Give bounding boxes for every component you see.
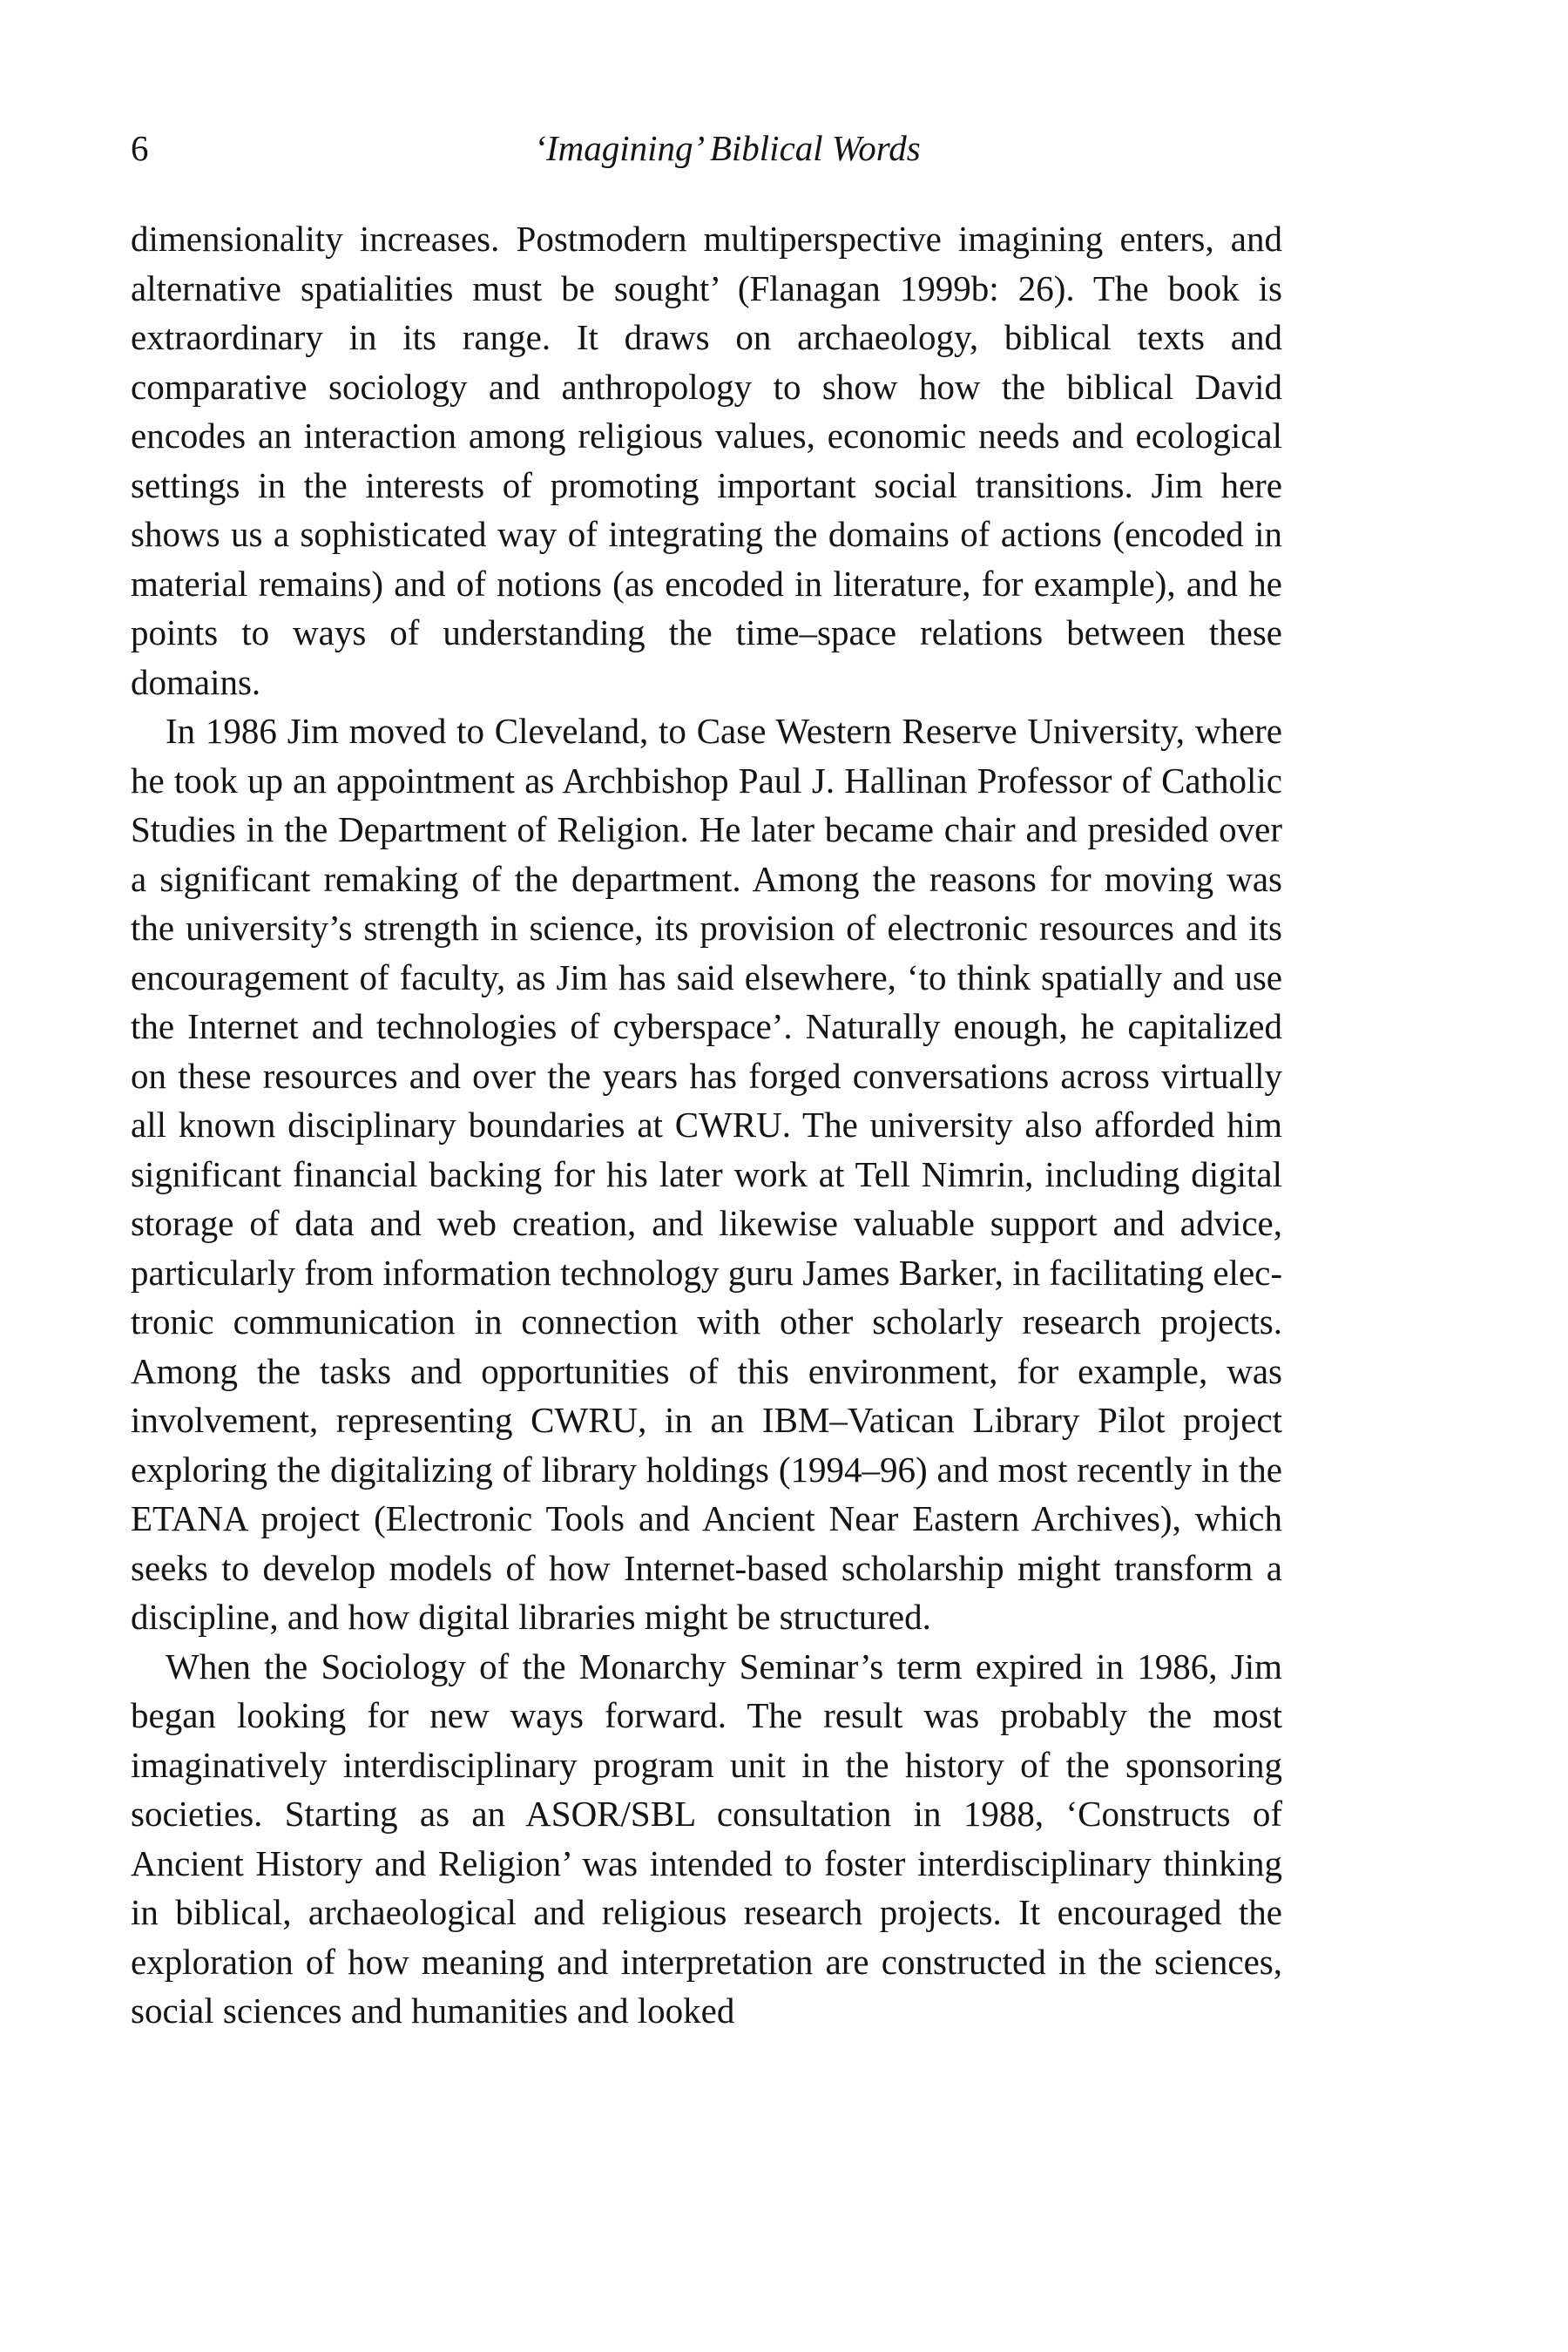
paragraph-cleveland: In 1986 Jim moved to Cleveland, to Case Western Reserve University, where he took up an appointment as Archbishop Paul J. Hallinan Professor of Catholic Studies in the Department of Religion. He later became chair and presided over a significant remaking of the department. Among the reasons for moving was the university’s strength in science, its provision of electronic resources and its encouragement of faculty, as Jim has said elsewhere, ‘to think spatially and use the Internet and technologies of cyberspace’. Naturally enough, he capitalized on these resources and over the years has forged conversations across virtually all known disciplinary boundaries at CWRU. The university also afforded him significant financial backing for his later work at Tell Nimrin, including digital storage of data and web creation, and likewise valuable support and advice, particularly from information technology guru James Barker, in facilitating electronic communication in connection with other scholarly research projects. Among the tasks and opportunities of this environment, for example, was involvement, representing CWRU, in an IBM–Vatican Library Pilot project exploring the digitalizing of library holdings (1994–96) and most recently in the ETANA project (Electronic Tools and Ancient Near Eastern Archives), which seeks to develop models of how Internet-based scholarship might transform a discipline, and how digital libraries might be structured. bbox=[131, 711, 1282, 1637]
body-text bbox=[131, 214, 1282, 2036]
paragraph-constructs: When the Sociology of the Monarchy Seminar’s term expired in 1986, Jim began looking for new ways forward. The result was probably the most imaginatively interdisciplinary program unit in the history of the sponsoring societies. Starting as an ASOR/SBL consultation in 1988, ‘Constructs of Ancient History and Religion’ was intended to foster interdisciplinary thinking in biblical, archaeological and religious research projects. It encouraged the exploration of how meaning and interpretation are constructed in the sciences, social sciences and humanities and looked bbox=[131, 1646, 1282, 2031]
page-number: 6 bbox=[131, 128, 149, 168]
running-title: ‘Imagining’ Biblical Words bbox=[534, 128, 921, 168]
paragraph-continued: dimensionality increases. Postmodern multiperspective imagining enters, and alternative spatialities must be sought’ (Flanagan 1999b: 26). The book is extraordinary in its range. It draws on archaeology, biblical texts and comparative sociology and anthropology to show how the biblical David encodes an interaction among religious values, economic needs and ecological settings in the interests of promoting important social transitions. Jim here shows us a sophisticated way of integrating the domains of actions (encoded in material remains) and of notions (as encoded in literature, for example), and he points to ways of understanding the time–space relations between these domains. bbox=[131, 219, 1282, 702]
running-head bbox=[131, 122, 1281, 174]
